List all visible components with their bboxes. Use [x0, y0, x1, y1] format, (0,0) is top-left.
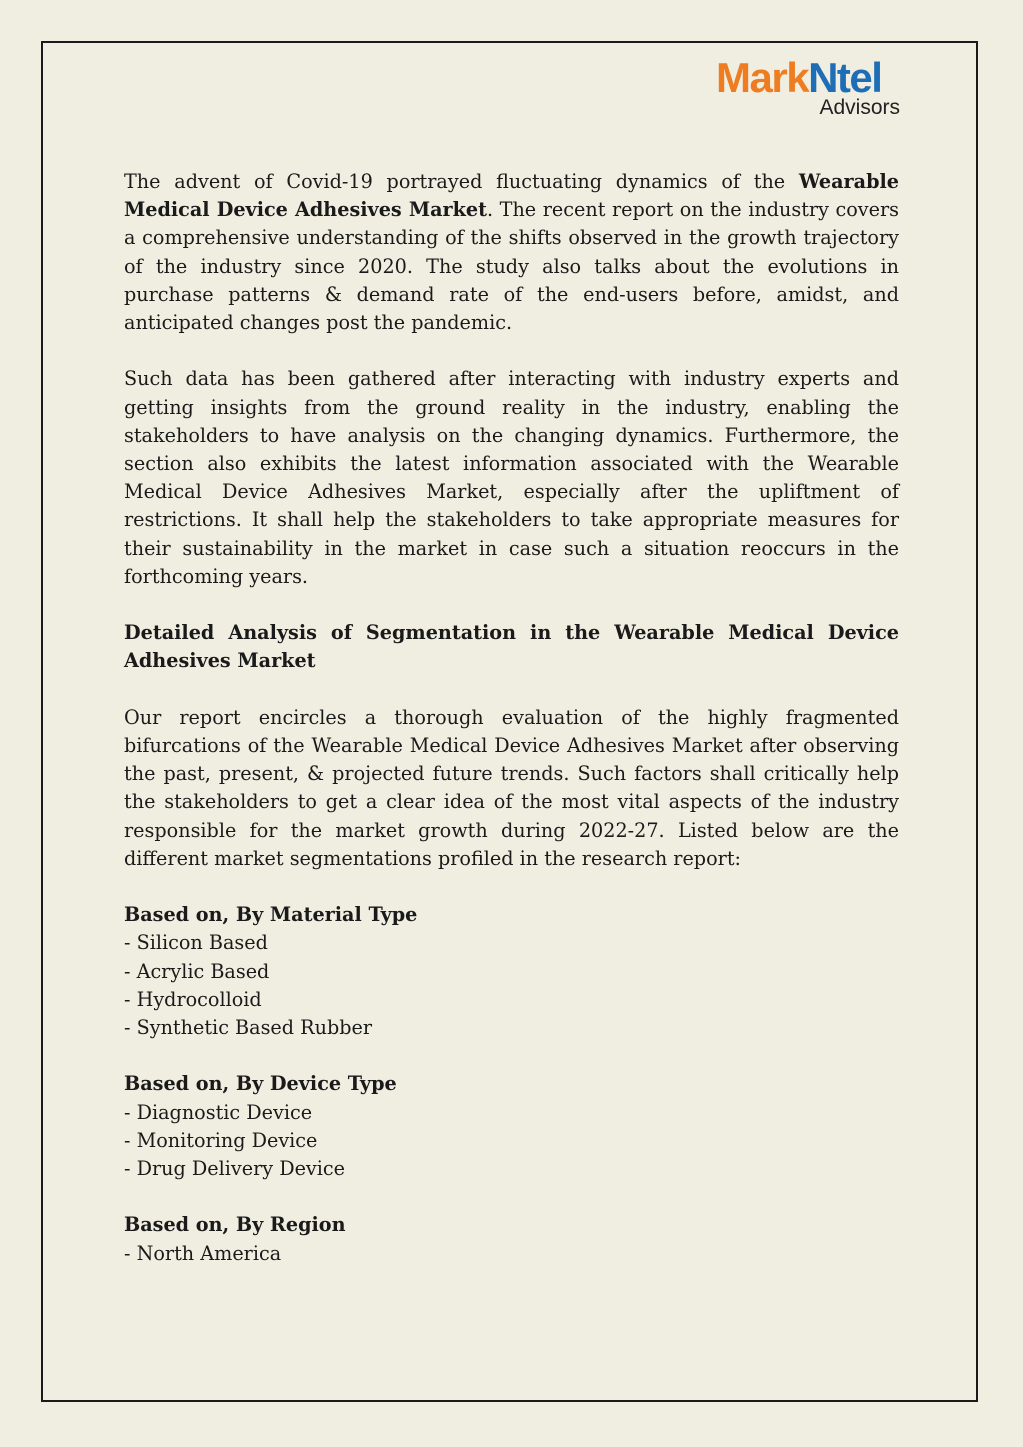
intro-market-name: Wearable Medical Device Adhesives Market — [124, 170, 899, 222]
segment-item: - Silicon Based — [124, 931, 268, 955]
logo-mark-text: Mark — [716, 54, 809, 101]
segment-item: - Diagnostic Device — [124, 1100, 313, 1124]
document-body — [124, 168, 899, 1296]
segment-item: - North America — [124, 1241, 282, 1265]
segment-title: Based on, By Device Type — [124, 1072, 397, 1096]
intro-text-post: . The recent report on the industry covers a comprehensive understanding of the shifts observed in the growth trajectory of the industry since 2020. The study also talks about the evolutions in purchase patterns & demand rate of the end-users before, amidst, and anticipated changes post the pandemic. — [124, 198, 899, 335]
report-paragraph: Our report encircles a thorough evaluation of the highly fragmented bifurcations of the Wearable Medical Device Adhesives Market after observing the past, present, & projected future trends. Such factors shall critically help the stakeholders to get a clear idea of the most vital aspects of the industry responsible for the market growth during 2022-27. Listed below are the different market segmentations profiled in the research report: — [124, 705, 899, 870]
segment-item: - Hydrocolloid — [124, 987, 262, 1011]
logo-ntel-text: Ntel — [808, 54, 882, 101]
data-paragraph: Such data has been gathered after interacting with industry experts and getting insights from the ground reality in the industry, enabling the stakeholders to have analysis on the changing dynamics. Furthermore, the section also exhibits the latest information associated with the Wearable Medical Device Adhesives Market, especially after the upliftment of restrictions. It shall help the stakeholders to take appropriate measures for their sustainability in the market in case such a situation reoccurs in the forthcoming years. — [124, 367, 899, 588]
segment-device-type — [124, 1070, 899, 1183]
segment-list — [124, 929, 899, 1042]
section-heading: Detailed Analysis of Segmentation in the Wearable Medical Device Adhesives Market — [124, 621, 899, 673]
segment-region — [124, 1211, 899, 1267]
intro-paragraph — [124, 168, 899, 337]
markntel-logo — [716, 56, 902, 120]
intro-text-pre: The advent of Covid-19 portrayed fluctuating dynamics of the — [124, 170, 799, 193]
segment-material-type — [124, 901, 899, 1042]
segment-title: Based on, By Material Type — [124, 903, 418, 927]
logo-wordmark — [716, 56, 881, 100]
segment-title: Based on, By Region — [124, 1213, 346, 1237]
segment-item: - Monitoring Device — [124, 1128, 318, 1152]
segment-item: - Drug Delivery Device — [124, 1157, 346, 1181]
segment-item: - Acrylic Based — [124, 959, 270, 983]
segment-item: - Synthetic Based Rubber — [124, 1016, 373, 1040]
logo-subtitle: Advisors — [819, 96, 900, 119]
segment-list — [124, 1099, 899, 1184]
segment-list — [124, 1240, 899, 1268]
